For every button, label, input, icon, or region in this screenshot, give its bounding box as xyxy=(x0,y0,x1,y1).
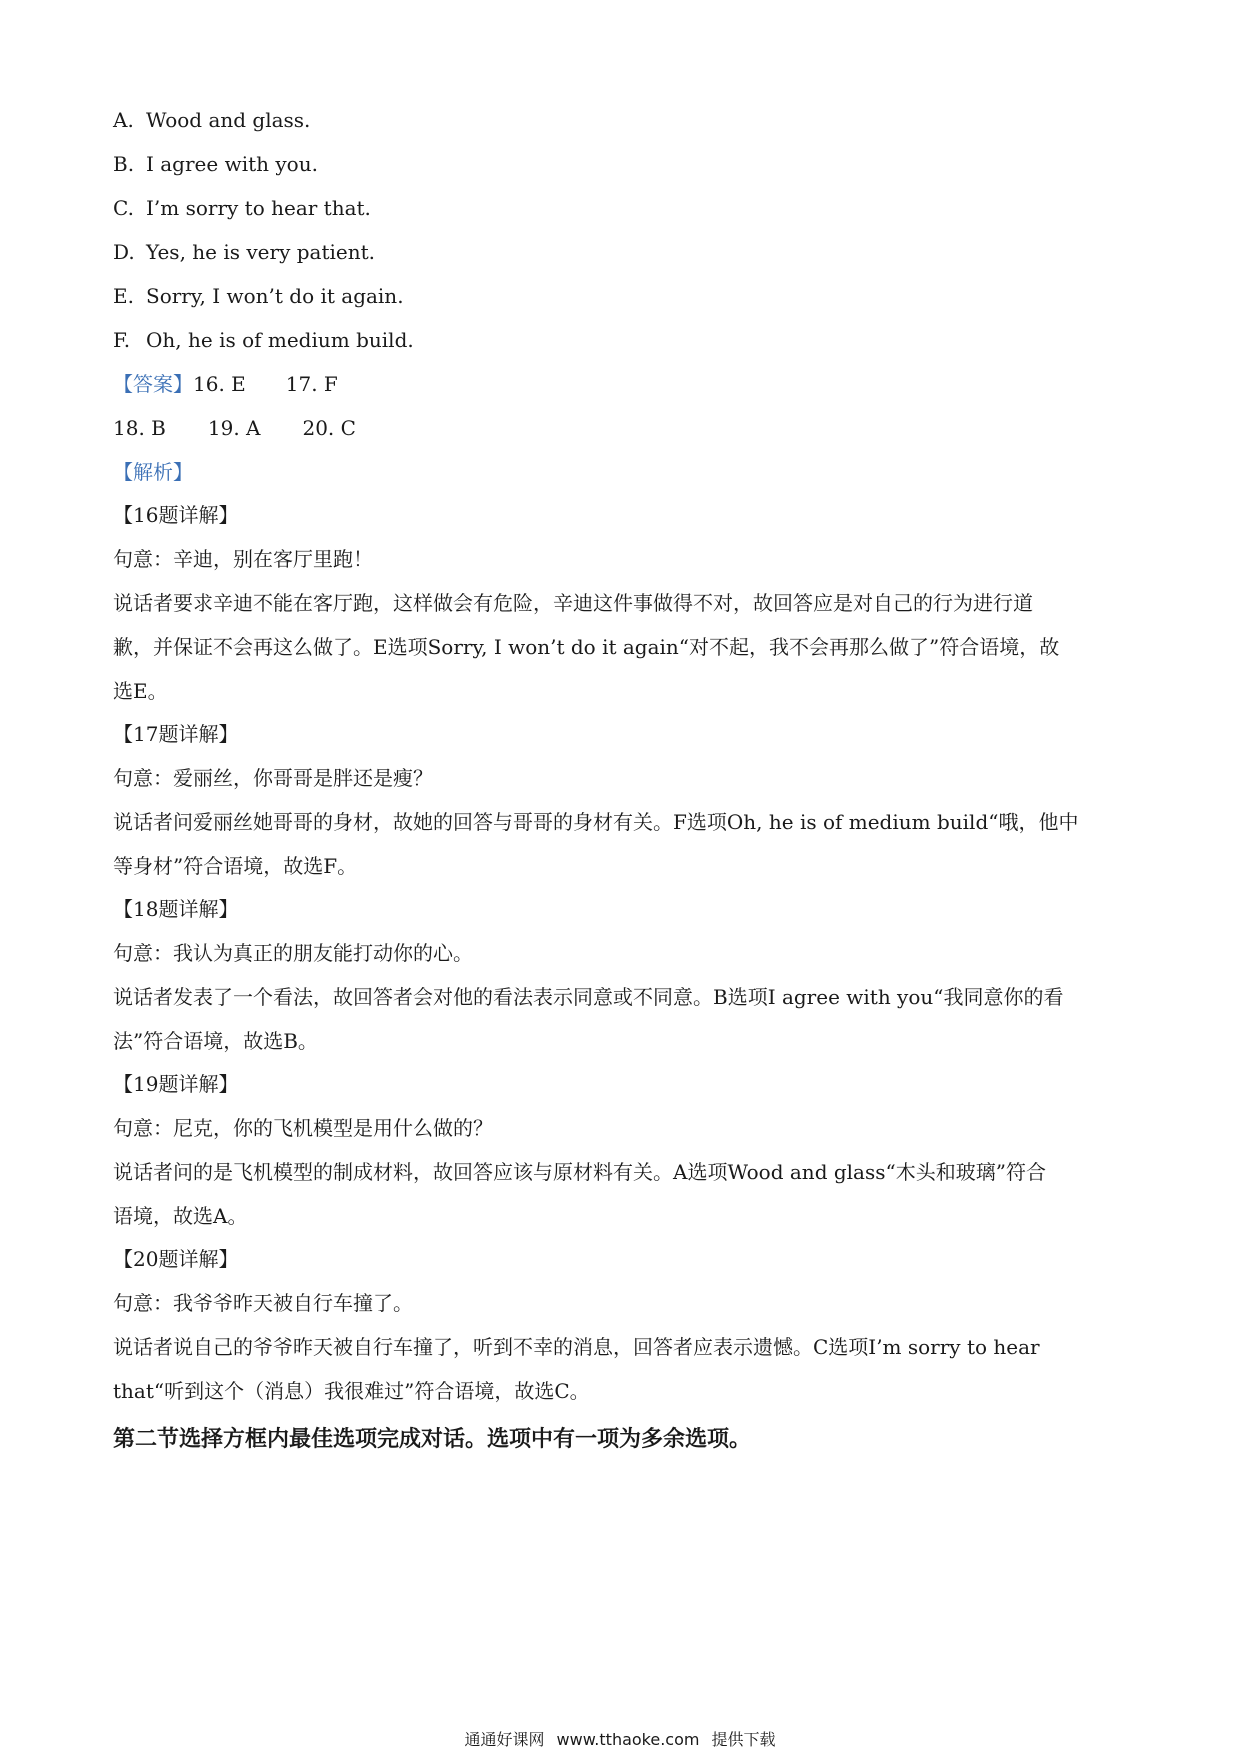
q16-title: 【16题详解】 xyxy=(113,503,239,527)
q20-meaning: 句意：我爷爷昨天被自行车撞了。 xyxy=(113,1291,413,1315)
option-text: I’m sorry to hear that. xyxy=(146,196,371,220)
answer-19: 19. A xyxy=(207,416,261,440)
q16-meaning: 句意：辛迪，别在客厅里跑！ xyxy=(113,547,373,571)
option-b xyxy=(113,150,318,178)
option-text: Yes, he is very patient. xyxy=(146,240,375,264)
q17-explain-1: 说话者问爱丽丝她哥哥的身材，故她的回答与哥哥的身材有关。F选项Oh, he is of medium build“哦，他中 xyxy=(113,810,1079,834)
q17-title: 【17题详解】 xyxy=(113,722,239,746)
q16-explain-2: 歉，并保证不会再这么做了。E选项Sorry, I won’t do it again“对不起，我不会再那么做了”符合语境，故 xyxy=(113,635,1060,659)
q19-explain-2: 语境，故选A。 xyxy=(113,1204,248,1228)
answer-16: 16. E xyxy=(193,372,246,396)
q18-meaning: 句意：我认为真正的朋友能打动你的心。 xyxy=(113,941,473,965)
q18-title: 【18题详解】 xyxy=(113,897,239,921)
section-heading: 第二节选择方框内最佳选项完成对话。选项中有一项为多余选项。 xyxy=(113,1427,752,1452)
answer-17: 17. F xyxy=(285,372,338,396)
q16-explain-3: 选E。 xyxy=(113,679,168,703)
answer-label: 【答案】 xyxy=(113,372,193,396)
analysis-label: 【解析】 xyxy=(113,460,193,484)
q20-explain-1: 说话者说自己的爷爷昨天被自行车撞了，听到不幸的消息，回答者应表示遗憾。C选项I’m sorry to hear xyxy=(113,1335,1040,1359)
option-text: Sorry, I won’t do it again. xyxy=(146,284,404,308)
q19-meaning: 句意：尼克，你的飞机模型是用什么做的？ xyxy=(113,1116,493,1140)
footer-url[interactable]: www.tthaoke.com xyxy=(556,1730,700,1749)
option-f xyxy=(113,326,414,354)
answer-20: 20. C xyxy=(302,416,356,440)
option-letter: E. xyxy=(113,284,134,308)
q18-explain-1: 说话者发表了一个看法，故回答者会对他的看法表示同意或不同意。B选项I agree with you“我同意你的看 xyxy=(113,985,1064,1009)
option-text: Oh, he is of medium build. xyxy=(146,328,414,352)
option-letter: D. xyxy=(113,240,135,264)
option-e xyxy=(113,282,404,310)
option-letter: F. xyxy=(113,328,131,352)
answer-18: 18. B xyxy=(113,416,166,440)
page-footer xyxy=(0,1727,1240,1750)
q20-title: 【20题详解】 xyxy=(113,1247,239,1271)
option-text: Wood and glass. xyxy=(146,108,311,132)
q19-explain-1: 说话者问的是飞机模型的制成材料，故回答应该与原材料有关。A选项Wood and glass“木头和玻璃”符合 xyxy=(113,1160,1046,1184)
answer-line-2 xyxy=(113,414,356,442)
footer-note: 提供下载 xyxy=(711,1730,776,1749)
option-letter: B. xyxy=(113,152,135,176)
option-c xyxy=(113,194,371,222)
option-a xyxy=(113,106,310,134)
option-text: I agree with you. xyxy=(146,152,318,176)
option-letter: A. xyxy=(113,108,134,132)
option-letter: C. xyxy=(113,196,134,220)
q17-explain-2: 等身材”符合语境，故选F。 xyxy=(113,854,358,878)
q18-explain-2: 法”符合语境，故选B。 xyxy=(113,1029,318,1053)
q16-explain-1: 说话者要求辛迪不能在客厅跑，这样做会有危险，辛迪这件事做得不对，故回答应是对自己的行为进行道 xyxy=(113,591,1033,615)
q17-meaning: 句意：爱丽丝，你哥哥是胖还是瘦？ xyxy=(113,766,433,790)
q20-explain-2: that“听到这个（消息）我很难过”符合语境，故选C。 xyxy=(113,1379,590,1403)
footer-site-name: 通通好课网 xyxy=(464,1730,545,1749)
q19-title: 【19题详解】 xyxy=(113,1072,239,1096)
answer-line-1 xyxy=(113,370,338,398)
option-d xyxy=(113,238,375,266)
